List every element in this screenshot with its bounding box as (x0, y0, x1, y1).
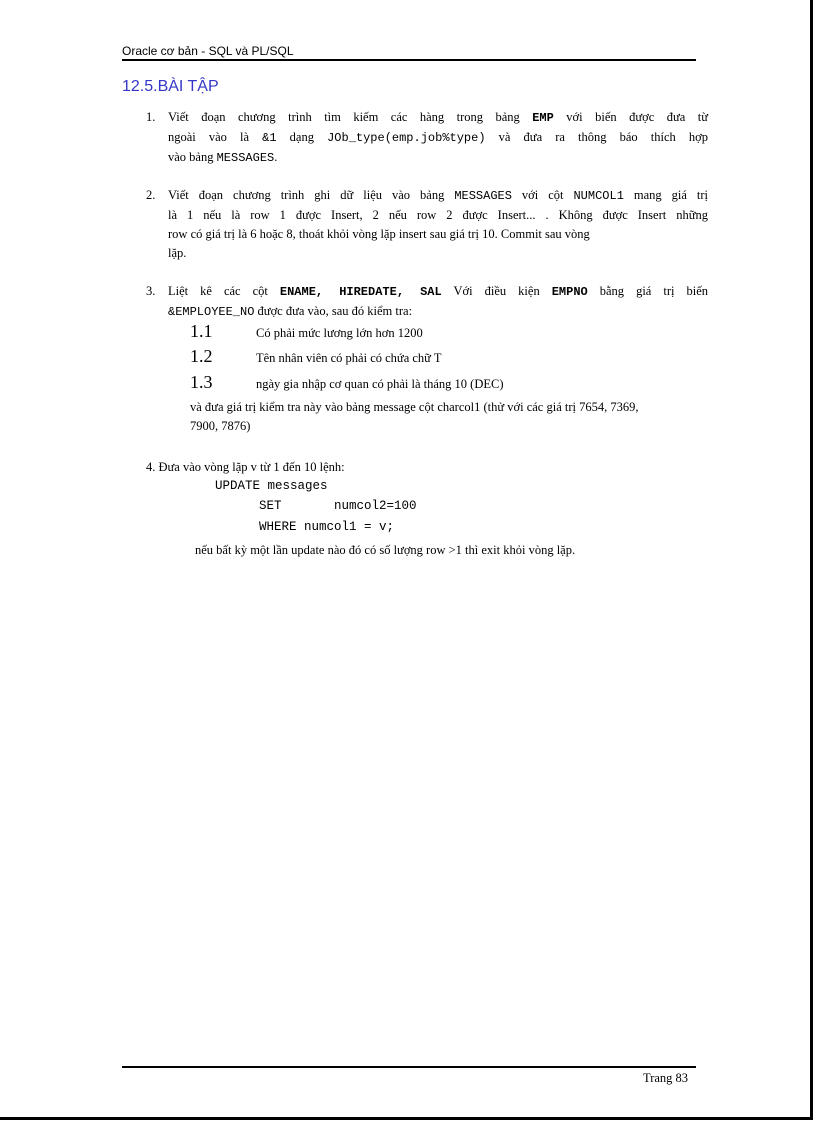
exercise-1: 1. Viết đoạn chương trình tìm kiếm các hàng trong bảng EMP với biến được đưa từ ngoài vào là &1 dạng JOb_type(emp.job%type) và đưa ra thông báo thích hợp vào bảng MESSAGES. (146, 110, 708, 165)
exercise-4-intro: 4. Đưa vào vòng lặp v từ 1 đến 10 lệnh: (146, 460, 345, 474)
code-line: WHERE numcol1 = v; (259, 520, 395, 534)
page-number: Trang 83 (643, 1071, 689, 1085)
exercise-number: 2. (146, 188, 156, 202)
exercise-4-outro: nếu bất kỳ một lần update nào đó có số lượng row >1 thì exit khỏi vòng lặp. (195, 543, 576, 557)
sub-item: 1.3 ngày gia nhập cơ quan có phải là tháng 10 (DEC) (190, 372, 504, 392)
section-title: 12.5.BÀI TẬP (122, 78, 219, 95)
code-line: UPDATE messages (215, 479, 328, 493)
exercise-3-after: và đưa giá trị kiểm tra này vào bảng message cột charcol1 (thử với các giá trị 7654, 7369, 7900, 7876) (190, 400, 639, 433)
sub-item: 1.2 Tên nhân viên có phải có chứa chữ T (190, 346, 442, 366)
exercise-3: 3. Liệt kê các cột ENAME, HIREDATE, SAL Với điều kiện EMPNO bằng giá trị biến &EMPLOYEE_NO được đưa vào, sau đó kiểm tra: (146, 284, 708, 319)
code-line: SET numcol2=100 (259, 499, 417, 513)
sub-item: 1.1 Có phải mức lương lớn hơn 1200 (190, 321, 423, 341)
exercise-2: 2. Viết đoạn chương trình ghi dữ liệu vào bảng MESSAGES với cột NUMCOL1 mang giá trị là 1 nếu là row 1 được Insert, 2 nếu row 2 được Insert... . Không được Insert những row có giá trị là 6 hoặc 8, thoát khỏi vòng lặp insert sau giá trị 10. Commit sau vòng lặp. (146, 188, 709, 260)
footer-rule (122, 1066, 696, 1068)
exercise-number: 3. (146, 284, 156, 298)
running-header: Oracle cơ bản - SQL và PL/SQL (122, 44, 696, 61)
exercise-number: 1. (146, 110, 156, 124)
